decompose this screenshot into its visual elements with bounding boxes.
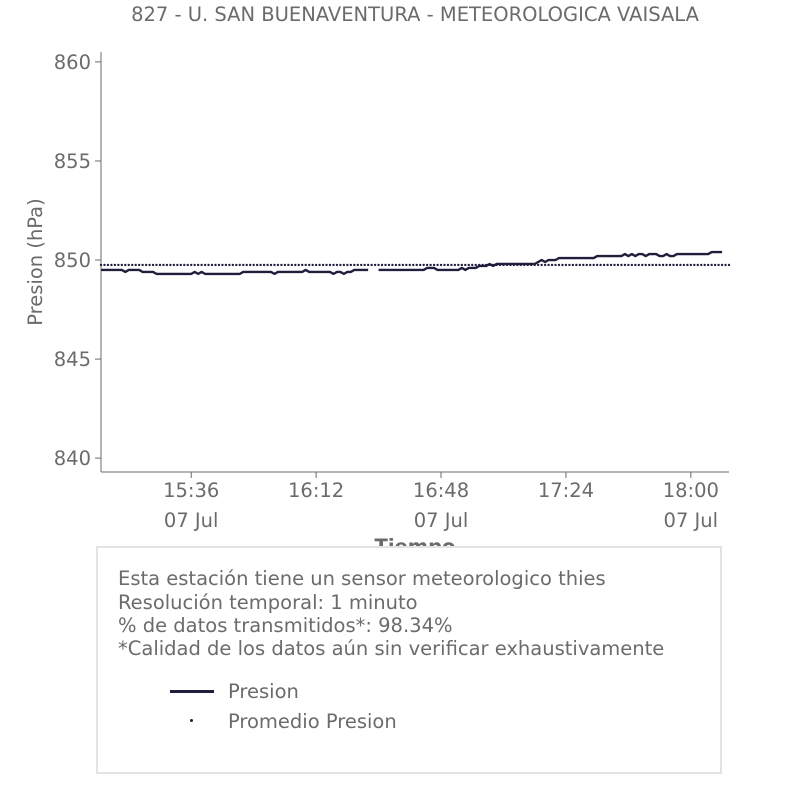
average-point: [353, 264, 355, 266]
average-point: [166, 264, 168, 266]
average-point: [686, 264, 688, 266]
average-point: [110, 264, 112, 266]
average-point: [183, 264, 185, 266]
average-point: [315, 264, 317, 266]
info-transmitted-line: % de datos transmitidos*: 98.34%: [118, 614, 453, 637]
average-point: [634, 264, 636, 266]
average-point: [506, 264, 508, 266]
average-point: [655, 264, 657, 266]
y-tick-label: 850: [53, 249, 91, 273]
average-point: [311, 264, 313, 266]
average-point: [322, 264, 324, 266]
average-point: [527, 264, 529, 266]
y-tick-label: 845: [53, 348, 91, 372]
average-point: [586, 264, 588, 266]
average-point: [100, 264, 102, 266]
average-point: [204, 264, 206, 266]
average-point: [440, 264, 442, 266]
average-point: [124, 264, 126, 266]
average-point: [336, 264, 338, 266]
average-point: [554, 264, 556, 266]
average-point: [478, 264, 480, 266]
average-point: [551, 264, 553, 266]
average-point: [239, 264, 241, 266]
chart-title: 827 - U. SAN BUENAVENTURA - METEOROLOGICA VAISALA: [131, 3, 699, 26]
average-point: [152, 264, 154, 266]
average-point: [294, 264, 296, 266]
average-point: [298, 264, 300, 266]
average-point: [429, 264, 431, 266]
average-point: [534, 264, 536, 266]
info-quality-note: *Calidad de los datos aún sin verificar exhaustivamente: [118, 637, 665, 660]
pressure-series-line: [379, 252, 722, 270]
x-tick-date-label: 07 Jul: [163, 509, 219, 532]
average-point: [197, 264, 199, 266]
average-point: [558, 264, 560, 266]
average-point: [596, 264, 598, 266]
average-point: [679, 264, 681, 266]
average-point: [592, 264, 594, 266]
average-point: [516, 264, 518, 266]
average-point: [537, 264, 539, 266]
average-point: [176, 264, 178, 266]
info-resolution-line: Resolución temporal: 1 minuto: [118, 591, 418, 614]
average-point: [162, 264, 164, 266]
average-point: [270, 264, 272, 266]
average-point: [419, 264, 421, 266]
average-point: [381, 264, 383, 266]
average-point: [690, 264, 692, 266]
average-point: [145, 264, 147, 266]
average-point: [214, 264, 216, 266]
average-point: [645, 264, 647, 266]
average-point: [221, 264, 223, 266]
average-point: [398, 264, 400, 266]
average-point: [627, 264, 629, 266]
average-point: [377, 264, 379, 266]
average-point: [225, 264, 227, 266]
average-point: [613, 264, 615, 266]
average-point: [388, 264, 390, 266]
average-point: [131, 264, 133, 266]
average-point: [641, 264, 643, 266]
average-point: [624, 264, 626, 266]
average-point: [724, 264, 726, 266]
average-point: [620, 264, 622, 266]
average-point: [159, 264, 161, 266]
average-point: [363, 264, 365, 266]
average-point: [259, 264, 261, 266]
y-tick-label: 860: [53, 50, 91, 74]
average-point: [575, 264, 577, 266]
average-point: [141, 264, 143, 266]
average-point: [121, 264, 123, 266]
average-point: [384, 264, 386, 266]
average-point: [707, 264, 709, 266]
average-point: [502, 264, 504, 266]
average-point: [665, 264, 667, 266]
average-point: [565, 264, 567, 266]
average-point: [284, 264, 286, 266]
average-point: [450, 264, 452, 266]
average-point: [242, 264, 244, 266]
average-point: [256, 264, 258, 266]
average-point: [610, 264, 612, 266]
average-point: [436, 264, 438, 266]
average-point: [193, 264, 195, 266]
average-point: [190, 264, 192, 266]
average-point: [697, 264, 699, 266]
average-point: [187, 264, 189, 266]
average-point: [412, 264, 414, 266]
x-ticks: [163, 472, 719, 532]
average-point: [495, 264, 497, 266]
average-point: [717, 264, 719, 266]
average-point: [200, 264, 202, 266]
x-tick-label: 18:00: [662, 479, 719, 502]
average-point: [207, 264, 209, 266]
average-point: [374, 264, 376, 266]
average-point: [402, 264, 404, 266]
average-point: [235, 264, 237, 266]
average-point: [325, 264, 327, 266]
average-point: [360, 264, 362, 266]
average-point: [520, 264, 522, 266]
info-box: [96, 546, 722, 774]
average-point: [617, 264, 619, 266]
average-point: [228, 264, 230, 266]
average-point: [263, 264, 265, 266]
average-point: [606, 264, 608, 266]
average-point: [710, 264, 712, 266]
average-point: [395, 264, 397, 266]
y-tick-label: 855: [53, 149, 91, 173]
average-point: [343, 264, 345, 266]
average-point: [572, 264, 574, 266]
average-point: [169, 264, 171, 266]
average-point: [648, 264, 650, 266]
average-point: [232, 264, 234, 266]
average-point: [370, 264, 372, 266]
series-layer: [100, 252, 730, 274]
average-point: [662, 264, 664, 266]
average-point: [339, 264, 341, 266]
average-point: [599, 264, 601, 266]
average-point: [405, 264, 407, 266]
average-point: [332, 264, 334, 266]
average-point: [461, 264, 463, 266]
average-point: [443, 264, 445, 266]
average-point: [530, 264, 532, 266]
average-point: [350, 264, 352, 266]
average-point: [568, 264, 570, 266]
average-point: [669, 264, 671, 266]
y-ticks: [54, 51, 101, 470]
average-point: [103, 264, 105, 266]
average-point: [544, 264, 546, 266]
average-point: [509, 264, 511, 266]
average-point: [252, 264, 254, 266]
average-point: [280, 264, 282, 266]
average-point: [513, 264, 515, 266]
average-point: [218, 264, 220, 266]
average-point: [468, 264, 470, 266]
average-point: [367, 264, 369, 266]
average-point: [114, 264, 116, 266]
x-tick-label: 16:48: [412, 479, 470, 502]
average-point: [721, 264, 723, 266]
average-point: [266, 264, 268, 266]
average-point: [481, 264, 483, 266]
average-point: [357, 264, 359, 266]
legend-label-presion: Presion: [228, 680, 299, 703]
x-tick-label: 17:24: [537, 479, 595, 502]
average-point: [547, 264, 549, 266]
legend-label-promedio: Promedio Presion: [228, 710, 397, 733]
average-point: [273, 264, 275, 266]
average-point: [603, 264, 605, 266]
average-point: [714, 264, 716, 266]
average-point: [277, 264, 279, 266]
average-point: [488, 264, 490, 266]
average-point: [117, 264, 119, 266]
average-point: [426, 264, 428, 266]
average-point: [683, 264, 685, 266]
average-point: [155, 264, 157, 266]
average-point: [246, 264, 248, 266]
average-point: [180, 264, 182, 266]
average-point: [475, 264, 477, 266]
average-point: [148, 264, 150, 266]
average-point: [447, 264, 449, 266]
average-point: [728, 264, 730, 266]
average-point: [523, 264, 525, 266]
average-point: [305, 264, 307, 266]
average-point: [693, 264, 695, 266]
average-point: [409, 264, 411, 266]
average-point: [433, 264, 435, 266]
legend-dot-swatch: [190, 719, 193, 722]
average-point: [211, 264, 213, 266]
average-point: [676, 264, 678, 266]
legend-line-swatch: [170, 690, 214, 693]
average-point: [107, 264, 109, 266]
average-point: [704, 264, 706, 266]
average-point: [308, 264, 310, 266]
average-point: [631, 264, 633, 266]
average-point: [589, 264, 591, 266]
average-point: [638, 264, 640, 266]
average-point: [329, 264, 331, 266]
y-tick-label: 840: [53, 447, 91, 471]
average-point: [291, 264, 293, 266]
average-point: [499, 264, 501, 266]
average-point: [471, 264, 473, 266]
average-point: [561, 264, 563, 266]
average-point: [700, 264, 702, 266]
x-tick-date-label: 07 Jul: [413, 509, 469, 532]
average-point: [464, 264, 466, 266]
x-tick-label: 16:12: [288, 479, 345, 502]
average-point: [672, 264, 674, 266]
average-point: [416, 264, 418, 266]
pressure-series-line: [101, 270, 368, 274]
average-point: [492, 264, 494, 266]
y-axis-label: Presion (hPa): [24, 198, 47, 326]
average-point: [485, 264, 487, 266]
average-point: [134, 264, 136, 266]
average-point: [658, 264, 660, 266]
average-point: [540, 264, 542, 266]
average-point: [128, 264, 130, 266]
average-point: [454, 264, 456, 266]
info-sensor-line: Esta estación tiene un sensor meteorologico thies: [118, 567, 606, 590]
average-point: [391, 264, 393, 266]
average-point: [318, 264, 320, 266]
average-point: [301, 264, 303, 266]
average-point: [582, 264, 584, 266]
average-point: [249, 264, 251, 266]
x-tick-date-label: 07 Jul: [663, 509, 719, 532]
average-point: [173, 264, 175, 266]
average-point: [579, 264, 581, 266]
average-point: [422, 264, 424, 266]
average-point: [138, 264, 140, 266]
average-point: [651, 264, 653, 266]
average-point: [457, 264, 459, 266]
average-point: [287, 264, 289, 266]
average-point: [346, 264, 348, 266]
x-tick-label: 15:36: [163, 479, 220, 502]
